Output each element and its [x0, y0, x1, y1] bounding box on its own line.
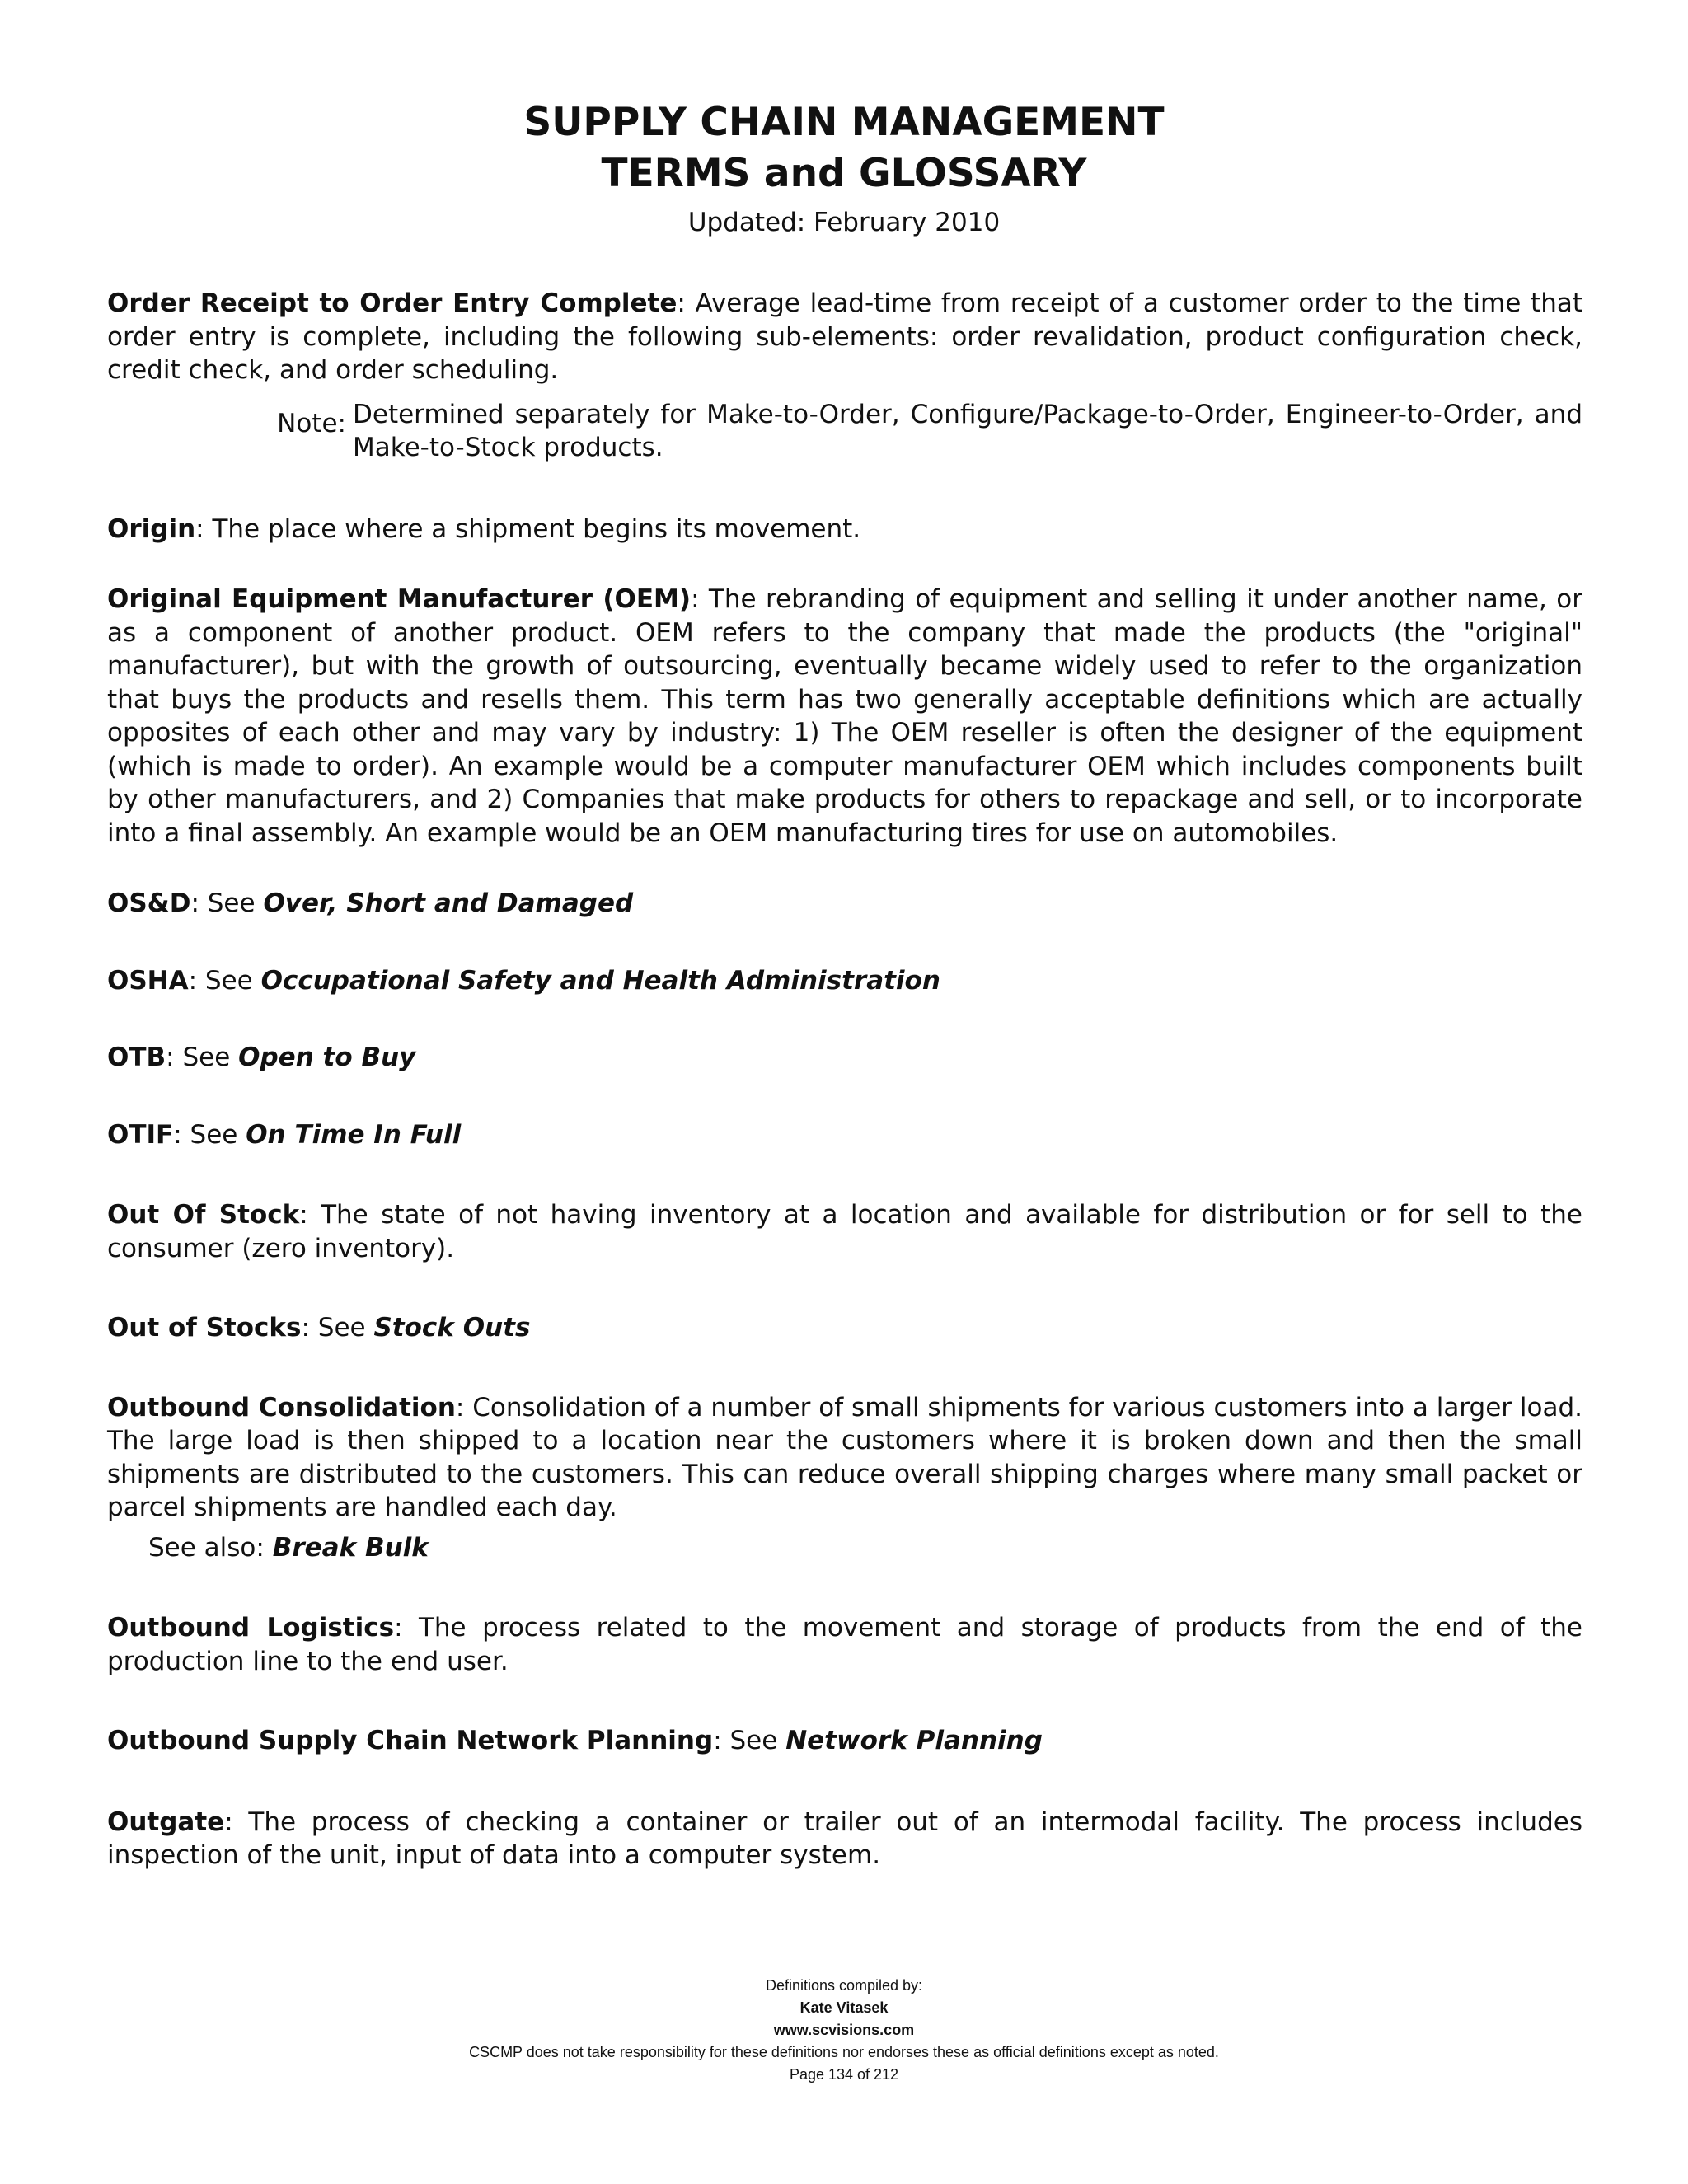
entry-definition: : The rebranding of equipment and selling it under another name, or as a component of another product. OEM refers to the company that made the products (the "original" manufacturer), but with the growth of outsourcing, eventually became widely used to refer to the organization that buys the products and resells them. This term has two generally acceptable definitions which are actually opposites of each other and may vary by industry: 1) The OEM reseller is often the designer of the equipment (which is made to order). An example would be a computer manufacturer OEM which includes components built by other manufacturers, and 2) Companies that make products for others to repackage and sell, or to incorporate into a final assembly. An example would be an OEM manufacturing tires for use on automobiles.	[107, 584, 1582, 848]
entry-term: Outgate	[107, 1807, 225, 1837]
footer-compiled-by: Definitions compiled by:	[765, 1977, 923, 1994]
glossary-entry-order-receipt	[107, 287, 1582, 465]
entry-definition: : The process of checking a container or trailer out of an intermodal facility. The process includes inspection of the unit, input of data into a computer system.	[107, 1807, 1582, 1870]
entry-term: Out Of Stock	[107, 1200, 300, 1230]
glossary-content	[107, 287, 1582, 1872]
see-also-label: See also:	[148, 1532, 273, 1563]
footer-author: Kate Vitasek	[799, 1999, 889, 2016]
glossary-entry-otif	[107, 1118, 1582, 1152]
updated-date: Updated: February 2010	[687, 208, 1001, 237]
cross-reference-link[interactable]: Occupational Safety and Health Administration	[260, 965, 940, 996]
entry-term: Outbound Consolidation	[107, 1392, 456, 1422]
page-title-line-1: SUPPLY CHAIN MANAGEMENT	[523, 100, 1165, 145]
footer-disclaimer: CSCMP does not take responsibility for these definitions nor endorses these as official definitions except as noted.	[469, 2044, 1219, 2060]
entry-term: OSHA	[107, 965, 189, 996]
entry-note	[107, 398, 1582, 465]
glossary-entry-out-of-stock	[107, 1198, 1582, 1265]
entry-term: Outbound Logistics	[107, 1613, 395, 1643]
glossary-entry-network-planning	[107, 1724, 1582, 1758]
page-title-line-2: TERMS and GLOSSARY	[601, 151, 1087, 196]
glossary-entry-osha	[107, 964, 1582, 998]
entry-definition: : Consolidation of a number of small shipments for various customers into a larger load. The large load is then shipped to a location near the customers where it is broken down and then the small shipments are distributed to the customers. This can reduce overall shipping charges where many small packet or parcel shipments are handled each day.	[107, 1392, 1582, 1522]
entry-term: Original Equipment Manufacturer (OEM)	[107, 584, 692, 614]
see-also	[107, 1531, 1582, 1565]
entry-definition: : The process related to the movement and storage of products from the end of the production line to the end user.	[107, 1613, 1582, 1676]
entry-term: OTIF	[107, 1119, 174, 1150]
glossary-entry-otb	[107, 1041, 1582, 1075]
entry-see: : See	[188, 965, 261, 996]
note-text: Determined separately for Make-to-Order, Configure/Package-to-Order, Engineer-to-Order, and Make-to-Stock products.	[353, 399, 1582, 462]
entry-see: : See	[166, 1043, 239, 1072]
entry-term: Origin	[107, 513, 196, 544]
glossary-entry-out-of-stocks	[107, 1311, 1582, 1345]
page-header	[0, 97, 1688, 239]
entry-definition: : The state of not having inventory at a location and available for distribution or for sell to the consumer (zero inventory).	[107, 1200, 1582, 1263]
glossary-entry-outbound-consolidation	[107, 1391, 1582, 1565]
footer-page-number: Page 134 of 212	[789, 2066, 899, 2083]
entry-term: OS&D	[107, 888, 191, 918]
page-footer	[0, 1975, 1688, 2086]
note-label: Note:	[277, 408, 346, 438]
entry-see: : See	[713, 1726, 786, 1755]
glossary-entry-oem	[107, 583, 1582, 850]
glossary-entry-outgate	[107, 1806, 1582, 1872]
cross-reference-link[interactable]: Stock Outs	[373, 1313, 531, 1343]
footer-website: www.scvisions.com	[773, 2022, 915, 2038]
glossary-entry-outbound-logistics	[107, 1611, 1582, 1678]
entry-see: : See	[173, 1119, 246, 1150]
cross-reference-link[interactable]: Over, Short and Damaged	[263, 888, 634, 918]
entry-definition: : The place where a shipment begins its movement.	[195, 513, 861, 544]
cross-reference-link[interactable]: Network Planning	[785, 1726, 1043, 1755]
cross-reference-link[interactable]: Break Bulk	[272, 1532, 429, 1563]
entry-term: Order Receipt to Order Entry Complete	[107, 288, 678, 318]
entry-definition: : Average lead-time from receipt of a customer order to the time that order entry is complete, including the following sub-elements: order revalidation, product configuration check, credit check, and order scheduling.	[107, 288, 1582, 385]
cross-reference-link[interactable]: On Time In Full	[246, 1119, 462, 1150]
entry-term: Outbound Supply Chain Network Planning	[107, 1726, 714, 1755]
entry-term: OTB	[107, 1043, 166, 1072]
glossary-entry-osd	[107, 887, 1582, 921]
entry-see: : See	[301, 1313, 374, 1343]
entry-see: : See	[190, 888, 264, 918]
entry-term: Out of Stocks	[107, 1313, 302, 1343]
glossary-entry-origin	[107, 513, 1582, 546]
cross-reference-link[interactable]: Open to Buy	[238, 1043, 416, 1072]
